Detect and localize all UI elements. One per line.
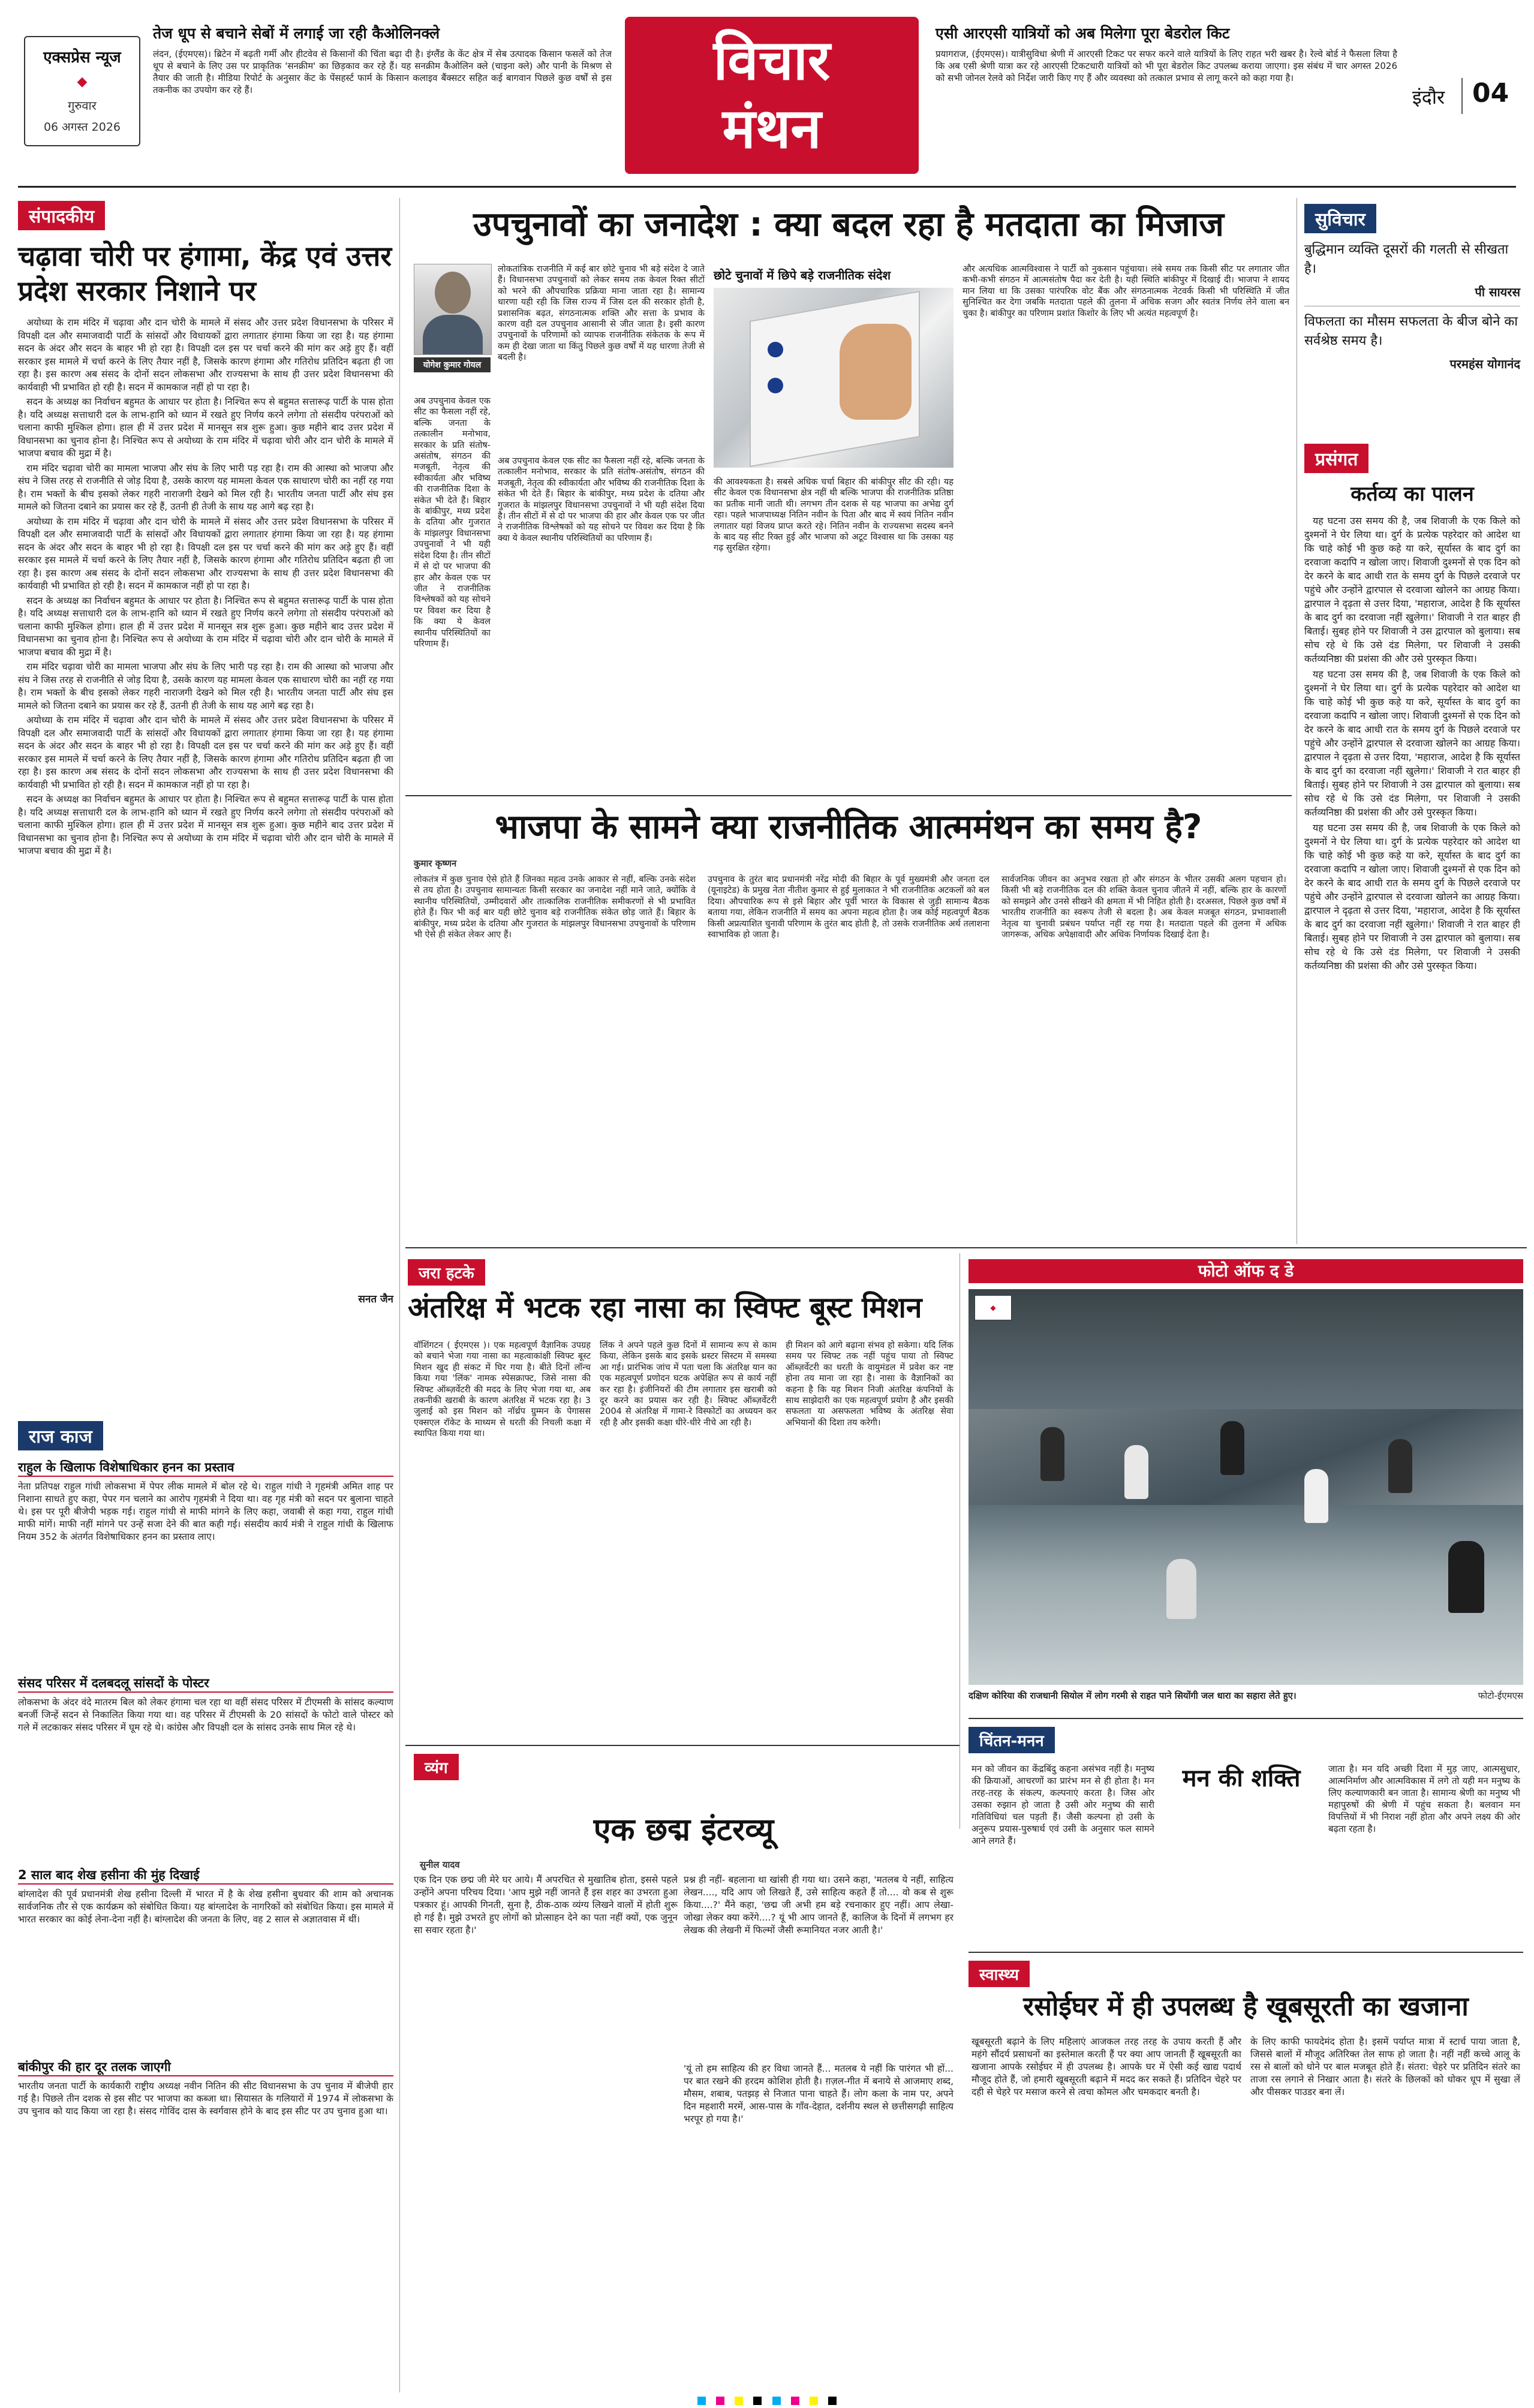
header-divider	[1461, 78, 1463, 114]
left-brief-headline: तेज धूप से बचाने सेबों में लगाई जा रही कैओलिनक्ले	[153, 25, 440, 42]
left-brief	[153, 23, 612, 167]
photo-of-day-tag: फोटो ऑफ द डे	[1198, 1261, 1294, 1281]
rajkaj-item-headline: बांकीपुर की हार दूर तलक जाएगी	[18, 2058, 393, 2076]
main-story-col4: और अत्यधिक आत्मविश्वास ने पार्टी को नुकसान पहुंचाया। लंबे समय तक किसी सीट पर लगातार जीत कभी-कभी संगठन में आत्मसंतोष पैदा कर देती है। यही स्थिति बांकीपुर में दिखाई दी। भाजपा ने शायद मान लिया था कि उसका पारंपरिक वोट बैंक और संगठनात्मक नेटवर्क किसी भी परिस्थिति में जीत सुनिश्चित कर देगा जबकि मतदाता पहले की तुलना में अधिक सजग और स्वतंत्र निर्णय लेने वाला बन चुका है। बांकीपुर का परिणाम प्रशांत किशोर के लिए भी अत्यंत महत्वपूर्ण है।	[962, 264, 1289, 318]
prasang-section	[1304, 444, 1520, 1251]
section-rule	[968, 1952, 1523, 1953]
black-swatch	[753, 2397, 762, 2405]
masthead-rule	[18, 186, 1516, 188]
section-rule	[405, 1745, 959, 1746]
zara-hatke-tag: जरा हटके	[408, 1259, 485, 1286]
left-brief-body: लंदन, (ईएमएस)। ब्रिटेन में बढ़ती गर्मी और हीटवेव से किसानों की चिंता बढ़ा दी है। इंग्लैंड के केंट क्षेत्र में सेब उत्पादक किसान फसलें को तेज धूप से बचाने के लिए उस पर प्राकृतिक 'सनक्रीम' का छिड़काव कर रहे हैं। यह सनक्रीम कैओलिन क्ले (चाइना क्ले) और पानी के मिश्रण से तैयार की जाती है। मीडिया रिपोर्ट के अनुसार केंट के पेंसहर्स्ट फार्म के किसान कलाइव बैंक्सटर सहित कई बागवान पिछले कुछ वर्षों से इस तकनीक का उपयोग कर रहे हैं।	[153, 49, 612, 95]
chintan-tag: चिंतन-मनन	[968, 1727, 1055, 1753]
hand-shape	[840, 324, 912, 420]
person-figure	[1040, 1427, 1064, 1481]
prasang-headline: कर्तव्य का पालन	[1350, 482, 1474, 506]
main-story-headline: उपचुनावों का जनादेश : क्या बदल रहा है मतदाता का मिजाज	[473, 205, 1224, 244]
suvichar-section	[1304, 204, 1520, 372]
editorial-paragraph: राम मंदिर चढ़ावा चोरी का मामला भाजपा और संघ के लिए भारी पड़ रहा है। राम की आस्था को भाजपा और संघ ने जिस तरह से राजनीति से जोड़ दिया है, उसके कारण यह मामला केवल एक साधारण चोरी का नहीं रह गया है। राम भक्तों के बीच इसको लेकर गहरी नाराजगी देखने को मिल रही है। भारतीय जनता पार्टी और संघ इस मामले को जितना दबाने का प्रयास कर रहे हैं, उतनी ही तेजी के साथ यह आगे बढ़ रहा है।	[18, 661, 393, 711]
rajkaj-item-headline: 2 साल बाद शेख हसीना की मुंह दिखाई	[18, 1867, 393, 1885]
editorial-body	[18, 317, 393, 1288]
zara-hatke-col3: ही मिशन को आगे बढ़ाना संभव हो सकेगा। यदि लिंक समय पर स्विफ्ट तक नहीं पहुंच पाया तो स्विफ्ट ऑब्ज़र्वेटरी का धरती के वायुमंडल में प्रवेश कर नष्ट होना तय माना जा रहा है। नासा के वैज्ञानिकों का कहना है कि यह मिशन निजी अंतरिक्ष कंपनियों के साथ साझेदारी का एक महत्वपूर्ण प्रयोग है और इसकी सफलता या असफलता भविष्य के अंतरिक्ष सेवा अभियानों की दिशा तय करेगी।	[786, 1341, 954, 1428]
editorial-tag: संपादकीय	[18, 201, 105, 230]
prasang-tag: प्रसंगत	[1304, 444, 1368, 473]
prasang-paragraph: यह घटना उस समय की है, जब शिवाजी के एक किले को दुश्मनों ने घेर लिया था। दुर्ग के प्रत्येक पहरेदार को आदेश था कि चाहे कोई भी कुछ कहे या करे, सूर्यास्त के बाद दुर्ग का दरवाजा कदापि न खोला जाए। शिवाजी दुश्मनों से एक दिन को देर करने के बाद आधी रात के समय दुर्ग के पिछले दरवाजे पर पहुंचे और उन्होंने द्वारपाल से दरवाजा खोलने का आग्रह किया। द्वारपाल ने दृढ़ता से उत्तर दिया, 'महाराज, आदेश है कि सूर्यास्त के बाद दुर्ग का दरवाजा नहीं खुलेगा।' शिवाजी ने रात बाहर ही बिताई। सुबह होने पर शिवाजी ने उस द्वारपाल को बुलाया। सब सोच रहे थे कि उसे दंड मिलेगा, पर शिवाजी ने उसकी कर्तव्यनिष्ठा की प्रशंसा की और उसे पुरस्कृत किया।	[1304, 669, 1520, 818]
brand-name: एक्सप्रेस न्यूज	[43, 49, 121, 67]
editorial-paragraph: अयोध्या के राम मंदिर में चढ़ावा और दान चोरी के मामले में संसद और उत्तर प्रदेश विधानसभा के परिसर में विपक्षी दल और समाजवादी पार्टी के सांसदों और विधायकों द्वारा लगातार हंगामा किया जा रहा है। यह हंगामा सदन के अंदर और सदन के बाहर भी हो रहा है। विपक्षी दल इस पर चर्चा करने की मांग कर अड़े हुए हैं। वहीं सरकार इस मामले में चर्चा करने के लिए तैयार नहीं है, जिसके कारण हंगामा और गतिरोध प्रतिदिन बढ़ता ही जा रहा है। इस कारण अब संसद के दोनों सदन लोकसभा और राज्यसभा के साथ ही उत्तर प्रदेश विधानसभा की कार्यवाही भी प्रभावित हो रही है। सदन में कामकाज नहीं हो पा रहा है।	[18, 317, 393, 393]
photo-of-day-caption-row	[968, 1690, 1523, 1702]
section-rule	[968, 1718, 1523, 1719]
photo-of-day-credit: फोटो-ईएमएस	[1478, 1690, 1523, 1701]
photo-of-day-image	[968, 1289, 1523, 1685]
yellow-swatch	[735, 2397, 743, 2405]
yellow-swatch	[810, 2397, 818, 2405]
prasang-body	[1304, 514, 1520, 1251]
chintan-col1: मन को जीवन का केंद्रबिंदु कहना असंभव नहीं है। मनुष्य की क्रियाओं, आचरणों का प्रारंभ मन से ही होता है। मन तरह-तरह के संकल्प, कल्पनाएं करता है। जिस ओर उसका रुझान हो जाता है उसी ओर मनुष्य की सारी गतिविधियां चल पड़ती हैं। जैसी कल्पना हो उसी के अनुरूप प्रयास-पुरुषार्थ एवं उसी के अनुसार फल सामने आने लगते हैं।	[971, 1763, 1154, 1846]
photo-of-day-caption: दक्षिण कोरिया की राजधानी सियोल में लोग गरमी से राहत पाने सियोंगी जल धारा का सहारा लेते हुए।	[968, 1690, 1297, 1701]
main-story	[408, 204, 1289, 246]
main-story-col0: अब उपचुनाव केवल एक सीट का फैसला नहीं रहे, बल्कि जनता के तत्कालीन मनोभाव, सरकार के प्रति संतोष-असंतोष, संगठन की मजबूती, नेतृत्व की स्वीकार्यता और भविष्य की राजनीतिक दिशा के संकेत भी देते हैं। बिहार के बांकीपुर, मध्य प्रदेश के दतिया और गुजरात के मांझलपुर विधानसभा उपचुनावों ने भी यही संदेश दिया है। तीन सीटों में से दो पर भाजपा की हार और केवल एक पर जीत ने राजनीतिक विश्लेषकों को यह सोचने पर विवश कर दिया है कि क्या ये केवल स्थानीय परिस्थितियों का परिणाम हैं।	[414, 396, 491, 649]
editorial-paragraph: सदन के अध्यक्ष का निर्वाचन बहुमत के आधार पर होता है। निश्चित रूप से बहुमत सत्तारूढ़ पार्टी के पास होता है। यदि अध्यक्ष सत्ताधारी दल के लाभ-हानि को ध्यान में रखते हुए निर्णय करने लगेगा तो संसदीय परंपराओं को चलाना काफी मुश्किल होगा। हाल ही में उत्तर प्रदेश में मानसून सत्र शुरू हुआ। कुछ महीने बाद उत्तर प्रदेश में विधानसभा का चुनाव होना है। निश्चित रूप से अयोध्या के राम मंदिर में चढ़ावा चोरी और दान चोरी के मामले में भाजपा बचाव की मुद्रा में है।	[18, 794, 393, 856]
suvichar-quote: विफलता का मौसम सफलता के बीज बोने का सर्वश्रेष्ठ समय है।	[1304, 314, 1518, 348]
main-story-col3: की आवश्यकता है। सबसे अधिक चर्चा बिहार की बांकीपुर सीट की रही। यह सीट केवल एक विधानसभा क्षेत्र नहीं थी बल्कि भाजपा की राजनीतिक प्रतिष्ठा का प्रतीक मानी जाती थी। लगभग तीन दशक से यह भाजपा का अभेद्य दुर्ग रहा। पहले भाजपाध्यक्ष नितिन नवीन के पिता और बाद में स्वयं नितिन नवीन लगातार यहां विजय प्राप्त करते रहे। नितिन नवीन के राज्यसभा सदस्य बनने के बाद यह सीट रिक्त हुई और भाजपा को अटूट विश्वास था कि उसका यह गढ़ सुरक्षित रहेगा।	[714, 477, 954, 553]
photo-of-day-banner	[968, 1259, 1523, 1283]
swasthya-section	[968, 1989, 1523, 2024]
editorial-section	[18, 201, 393, 1305]
person-figure	[1220, 1421, 1244, 1475]
magenta-swatch	[791, 2397, 799, 2405]
vyang-col1: एक दिन एक छद्म जी मेरे घर आये। मैं अपरचित से मुखातिब होता, इससे पहले उन्होंने अपना परिचय दिया। 'आप मुझे नहीं जानते हैं इस शहर का उभरता हुआ पत्रकार हूं। आपकी गिनती, सुना है, ठीक-ठाक व्यंग्य लिखने वालों में होती शुरू हो गई है। मुझे उभरते हुए लोगों को प्रोत्साहन देने का पता नहीं क्यों, एक जुनून सा सवार रहता है।'	[414, 1874, 678, 1936]
photo-caption: छोटे चुनावों में छिपे बड़े राजनीतिक संदेश	[714, 268, 891, 282]
issue-date: 06 अगस्त 2026	[43, 121, 121, 134]
page-number: 04	[1472, 78, 1509, 109]
color-registration-strip	[0, 2396, 1534, 2406]
main-story-col2: अब उपचुनाव केवल एक सीट का फैसला नहीं रहे, बल्कि जनता के तत्कालीन मनोभाव, सरकार के प्रति संतोष-असंतोष, संगठन की मजबूती, नेतृत्व की स्वीकार्यता और भविष्य की राजनीतिक दिशा के संकेत भी देते हैं। बिहार के बांकीपुर, मध्य प्रदेश के दतिया और गुजरात के मांझलपुर विधानसभा उपचुनावों ने भी यही संदेश दिया है। तीन सीटों में से दो पर भाजपा की हार और केवल एक पर जीत ने राजनीतिक विश्लेषकों को यह सोचने पर विवश कर दिया है कि क्या ये केवल स्थानीय परिस्थितियों का परिणाम हैं।	[498, 456, 705, 543]
bjp-story-headline: भाजपा के सामने क्या राजनीतिक आत्ममंथन का समय है?	[495, 808, 1202, 847]
city-name: इंदौर	[1412, 86, 1445, 109]
suvichar-tag: सुविचार	[1304, 204, 1376, 233]
zara-hatke-section	[408, 1289, 948, 1326]
person-figure	[1166, 1559, 1196, 1619]
swasthya-tag: स्वास्थ्य	[968, 1961, 1030, 1987]
rajkaj-item-headline: संसद परिसर में दलबदलू सांसदों के पोस्टर	[18, 1675, 393, 1693]
suvichar-author: परमहंस योगानंद	[1449, 357, 1520, 371]
black-swatch	[828, 2397, 837, 2405]
zara-hatke-col1: वॉशिंगटन ( ईएमएस )। एक महत्वपूर्ण वैज्ञानिक उपग्रह को बचाने भेजा गया नासा का महत्वाकांक्षी स्विफ्ट बूस्ट मिशन खुद ही संकट में घिर गया है। बीते दिनों लॉन्च किया गया 'लिंक' नामक स्पेसक्राफ्ट, जिसे नासा की स्विफ्ट ऑब्ज़र्वेटरी की मदद के लिए भेजा गया था, अब तकनीकी खराबी के कारण अंतरिक्ष में भटक रहा है। 3 जुलाई को इस मिशन को नॉर्थ्रप ग्रुम्मन के पेगासस एक्सएल रॉकेट के माध्यम से धरती की निचली कक्षा में स्थापित किया गया था।	[414, 1341, 591, 1439]
column-rule	[959, 1253, 960, 1829]
evm-button-icon	[768, 342, 783, 357]
vyang-col2: प्रश्न ही नहीं- बहलाना था खांसी ही गया था। उसने कहा, 'मतलब ये नहीं, साहित्य लेखन...., यदि आप जो लिखते हैं, उसे साहित्य कहते हैं तो.... वो कब से शुरू किया....?' मैंने कहा, 'छद्म जी अभी हम बड़े रचनाकार हुए नहीं। आप लेखा-जोखा लेकर क्या करेंगे....? यूं भी आप जानते हैं, कालिज के दिनों में लगभग हर लेखक की लेखनी में फिल्मों जैसी रूमानियत नजर आती है।'	[684, 1874, 954, 1936]
bjp-story-col3: सार्वजनिक जीवन का अनुभव रखता हो और संगठन के भीतर उसकी अलग पहचान हो। किसी भी बड़े राजनीतिक दल की शक्ति केवल चुनाव जीतने में नहीं, बल्कि हार के कारणों को समझने और उनसे सीखने की क्षमता में भी निहित होती है। दरअसल, पिछले कुछ वर्षों में भारतीय राजनीति का स्वरूप तेजी से बदला है। अब केवल मजबूत संगठन, प्रभावशाली नेतृत्व या चुनावी प्रबंधन पर्याप्त नहीं रह गया है। मतदाता पहले की तुलना में अधिक जागरूक, अधिक अपेक्षावादी और अधिक निर्णायक दिखाई देता है।	[1001, 875, 1286, 940]
right-brief	[936, 23, 1397, 167]
rajkaj-item-body: लोकसभा के अंदर वंदे मातरम बिल को लेकर हंगामा चल रहा था वहीं संसद परिसर में टीएमसी के सांसद कल्याण बनर्जी जिन्हें सदन से निकालित किया गया था। वह परिसर में टीएमसी के 20 सांसदों के फोटो वाले पोस्टर को गले में लटकाकर संसद परिसर में घूम रहे थे। कांग्रेस और विपक्षी दल के सांसद उनके साथ मिल रहे थे।	[18, 1697, 393, 1733]
right-brief-body: प्रयागराज, (ईएमएस)। यात्रीसुविधा श्रेणी में आरएसी टिकट पर सफर करने वाले यात्रियों के लिए राहत भरी खबर है। रेल्वे बोर्ड ने फैसला लिया है कि अब एसी श्रेणी यात्रा कर रहे आरएसी टिकटधारी यात्रियों को भी पूरा बेडरोल किट उपलब्ध कराया जाएगा। इस संबंध में चार अगस्त 2026 को सभी जोनल रेलवे को निर्देश जारी किए गए हैं और व्यवस्था को तत्काल प्रभाव से लागू करने को कहा गया है।	[936, 49, 1397, 83]
section-rule	[405, 795, 1292, 796]
rajkaj-tag: राज काज	[18, 1421, 103, 1450]
vyang-tag: व्यंग	[414, 1754, 459, 1780]
vyang-headline: एक छद्म इंटरव्यू	[593, 1812, 774, 1848]
swasthya-col2: के लिए काफी फायदेमंद होता है। इसमें पर्याप्त मात्रा में स्टार्च पाया जाता है, जिससे बालों में मौजूद अतिरिक्त तेल साफ हो जाता है। नहीं नहीं कच्चे आलू के रस से बालों को धोने पर बाल मजबूत होते हैं। संतरा: चेहरे पर प्रतिदिन संतरे का ताजा रस लगाने से निखार आता है। संतरे के छिलकों को धोकर धूप में सुखा लें और पीसकर पाउडर बना लें।	[1250, 2036, 1520, 2097]
vichar-manthan-logo	[625, 17, 919, 174]
rajkaj-item-body: नेता प्रतिपक्ष राहुल गांधी लोकसभा में पेपर लीक मामले में बोल रहे थे। राहुल गांधी ने गृहमंत्री अमित शाह पर निशाना साधते हुए कहा, पेपर गन चलाने का आरोप गृहमंत्री ने दिया था। वह गृह मंत्री को सदन पर बुलाना चाहते थे। इस पर पूरी बीजेपी भड़क गई। राहुल गांधी से माफी मांगने के लिए कहा, जवाबी से कहा गया, राहुल गांधी माफी मांगें। माफी नहीं मांगने पर उन्हें सजा देने की बात कही गई। संसदीय कार्य मंत्री ने राहुल गांधी के खिलाफ नियम 352 के अंतर्गत विशेषाधिकार हनन का प्रस्ताव लाए।	[18, 1481, 393, 1542]
editorial-paragraph: अयोध्या के राम मंदिर में चढ़ावा और दान चोरी के मामले में संसद और उत्तर प्रदेश विधानसभा के परिसर में विपक्षी दल और समाजवादी पार्टी के सांसदों और विधायकों द्वारा लगातार हंगामा किया जा रहा है। यह हंगामा सदन के अंदर और सदन के बाहर भी हो रहा है। विपक्षी दल इस पर चर्चा करने की मांग कर अड़े हुए हैं। वहीं सरकार इस मामले में चर्चा करने के लिए तैयार नहीं है, जिसके कारण हंगामा और गतिरोध प्रतिदिन बढ़ता ही जा रहा है। इस कारण अब संसद के दोनों सदन लोकसभा और राज्यसभा के साथ ही उत्तर प्रदेश विधानसभा की कार्यवाही भी प्रभावित हो रही है। सदन में कामकाज नहीं हो पा रहा है।	[18, 516, 393, 591]
water-stream-shape	[968, 1505, 1523, 1685]
brand-box	[24, 36, 140, 146]
suvichar-author: पी सायरस	[1475, 285, 1520, 299]
author-body-shape	[423, 315, 483, 354]
zara-hatke-col2: लिंक ने अपने पहले कुछ दिनों में सामान्य रूप से काम किया, लेकिन इसके बाद इसके थ्रस्टर सिस्टम में समस्या आ गई। प्रारंभिक जांच में पता चला कि अंतरिक्ष यान का एक महत्वपूर्ण प्रणोदन घटक अपेक्षित रूप से कार्य नहीं कर रहा है। इंजीनियरों की टीम लगातार इस खराबी को दूर करने का प्रयास कर रही है। स्विफ्ट ऑब्ज़र्वेटरी 2004 से अंतरिक्ष में गामा-रे विस्फोटों का अध्ययन कर रही है और इसकी कक्षा धीरे-धीरे नीचे आ रही है।	[600, 1341, 777, 1428]
crowd-background-shape	[968, 1289, 1523, 1409]
magenta-swatch	[716, 2397, 724, 2405]
logo-line2: मंथन	[722, 97, 822, 161]
editorial-paragraph: अयोध्या के राम मंदिर में चढ़ावा और दान चोरी के मामले में संसद और उत्तर प्रदेश विधानसभा के परिसर में विपक्षी दल और समाजवादी पार्टी के सांसदों और विधायकों द्वारा लगातार हंगामा किया जा रहा है। यह हंगामा सदन के अंदर और सदन के बाहर भी हो रहा है। विपक्षी दल इस पर चर्चा करने की मांग कर अड़े हुए हैं। वहीं सरकार इस मामले में चर्चा करने के लिए तैयार नहीं है, जिसके कारण हंगामा और गतिरोध प्रतिदिन बढ़ता ही जा रहा है। इस कारण अब संसद के दोनों सदन लोकसभा और राज्यसभा के साथ ही उत्तर प्रदेश विधानसभा की कार्यवाही भी प्रभावित हो रही है। सदन में कामकाज नहीं हो पा रहा है।	[18, 715, 393, 790]
person-figure	[1304, 1469, 1328, 1523]
editorial-paragraph: सदन के अध्यक्ष का निर्वाचन बहुमत के आधार पर होता है। निश्चित रूप से बहुमत सत्तारूढ़ पार्टी के पास होता है। यदि अध्यक्ष सत्ताधारी दल के लाभ-हानि को ध्यान में रखते हुए निर्णय करने लगेगा तो संसदीय परंपराओं को चलाना काफी मुश्किल होगा। हाल ही में उत्तर प्रदेश में मानसून सत्र शुरू हुआ। कुछ महीने बाद उत्तर प्रदेश में विधानसभा का चुनाव होना है। निश्चित रूप से अयोध्या के राम मंदिर में चढ़ावा चोरी और दान चोरी के मामले में भाजपा बचाव की मुद्रा में है।	[18, 396, 393, 459]
vyang-col3: 'यूं तो हम साहित्य की हर विधा जानते हैं... मतलब ये नहीं कि पारंगत भी हों... पर बात रखने की हरदम कोशिश होती है। ग़ज़ल-गीत में बनाये से आजमाए शब्द, मौसम, शबाब, पतझड़ से निजात पाना चाहते हैं। लोग कला के नाम पर, अपने दिन महशारी मरमें, आस-पास के गाँव-देहात, दर्शनीय स्थल से छत्तीसगढ़ी साहित्य भरपूर हो गया है।'	[684, 2063, 954, 2124]
cyan-swatch	[772, 2397, 781, 2405]
editorial-paragraph: राम मंदिर चढ़ावा चोरी का मामला भाजपा और संघ के लिए भारी पड़ रहा है। राम की आस्था को भाजपा और संघ ने जिस तरह से राजनीति से जोड़ दिया है, उसके कारण यह मामला केवल एक साधारण चोरी का नहीं रह गया है। राम भक्तों के बीच इसको लेकर गहरी नाराजगी देखने को मिल रही है। भारतीय जनता पार्टी और संघ इस मामले को जितना दबाने का प्रयास कर रहे हैं, उतनी ही तेजी के साथ यह आगे बढ़ रहा है।	[18, 462, 393, 512]
main-story-col1: लोकतांत्रिक राजनीति में कई बार छोटे चुनाव भी बड़े संदेश दे जाते हैं। विधानसभा उपचुनावों को लेकर समय तक केवल रिक्त सीटों को भरने की औपचारिक प्रक्रिया माना जाता रहा है। सामान्य धारणा यही रही कि जिस राज्य में जिस दल की सरकार होती है, प्रशासनिक बढ़त, संगठनात्मक शक्ति और सत्ता के प्रभाव के कारण वही दल उपचुनाव आसानी से जीत जाता है। इसी कारण उपचुनावों के परिणामों को व्यापक राजनीतिक संकेतक के रूप में कम ही देखा जाता था किंतु पिछले कुछ वर्षों में यह धारणा तेजी से बदली है।	[498, 264, 705, 363]
right-brief-headline: एसी आरएसी यात्रियों को अब मिलेगा पूरा बेडरोल किट	[936, 25, 1230, 42]
chintan-section	[1163, 1763, 1319, 1794]
bjp-story-col1: लोकतंत्र में कुछ चुनाव ऐसे होते हैं जिनका महत्व उनके आकार से नहीं, बल्कि उनके संदेश से तय होता है। उपचुनाव सामान्यतः किसी सरकार का जनादेश नहीं माने जाते, क्योंकि वे स्थानीय परिस्थितियों, उम्मीदवारों और तात्कालिक राजनीतिक समीकरणों से भी प्रभावित होते हैं। फिर भी कई बार यही छोटे चुनाव बड़े राजनीतिक संकेत छोड़ जाते हैं। बिहार के बांकीपुर, मध्य प्रदेश के दतिया और गुजरात के मांझलपुर विधानसभा उपचुनावों के परिणाम भी ऐसे ही संकेत लेकर आए हैं।	[414, 875, 696, 940]
bjp-story-author: कुमार कृष्णन	[414, 858, 457, 869]
vyang-section	[414, 1811, 954, 1849]
prasang-paragraph: यह घटना उस समय की है, जब शिवाजी के एक किले को दुश्मनों ने घेर लिया था। दुर्ग के प्रत्येक पहरेदार को आदेश था कि चाहे कोई भी कुछ कहे या करे, सूर्यास्त के बाद दुर्ग का दरवाजा कदापि न खोला जाए। शिवाजी दुश्मनों से एक दिन को देर करने के बाद आधी रात के समय दुर्ग के पिछले दरवाजे पर पहुंचे और उन्होंने द्वारपाल से दरवाजा खोलने का आग्रह किया। द्वारपाल ने दृढ़ता से उत्तर दिया, 'महाराज, आदेश है कि सूर्यास्त के बाद दुर्ग का दरवाजा नहीं खुलेगा।' शिवाजी ने रात बाहर ही बिताई। सुबह होने पर शिवाजी ने उस द्वारपाल को बुलाया। सब सोच रहे थे कि उसे दंड मिलेगा, पर शिवाजी ने उसकी कर्तव्यनिष्ठा की प्रशंसा की और उसे पुरस्कृत किया।	[1304, 822, 1520, 971]
logo-line1: विचार	[713, 28, 831, 92]
editorial-headline: चढ़ावा चोरी पर हंगामा, केंद्र एवं उत्तर प्रदेश सरकार निशाने पर	[18, 240, 392, 307]
diamond-icon: ◆	[77, 74, 88, 89]
issue-day: गुरुवार	[68, 98, 97, 113]
masthead	[0, 0, 1534, 186]
person-figure	[1388, 1439, 1412, 1493]
rajkaj-item-body: बांग्लादेश की पूर्व प्रधानमंत्री शेख हसीना दिल्ली में भारत में है के शेख हसीना बुधवार की शाम को अचानक सार्वजनिक तौर से एक कार्यक्रम को संबोधित किया। यह बांग्लादेश के नागरिकों को संबोधित किया। इस मामले में भारत सरकार का कोई लेना-देना नहीं है। बांग्लादेश की जनता के लिए, वह 2 साल से अज्ञातवास में थीं।	[18, 1889, 393, 1925]
person-figure	[1124, 1445, 1148, 1499]
evm-photo	[714, 288, 954, 468]
ems-logo: ◆	[974, 1295, 1012, 1320]
rajkaj-section	[18, 1421, 393, 2386]
person-figure	[1448, 1541, 1484, 1613]
suvichar-quote: बुद्धिमान व्यक्ति दूसरों की गलती से सीखता है।	[1304, 242, 1509, 276]
bjp-story-col2: उपचुनाव के तुरंत बाद प्रधानमंत्री नरेंद्र मोदी की बिहार के पूर्व मुख्यमंत्री और जनता दल (यूनाइटेड) के प्रमुख नेता नीतीश कुमार से हुई मुलाकात ने भी राजनीतिक अटकलों को बल दिया। औपचारिक रूप से इसे बिहार और पूर्वी भारत के विकास से जुड़ी सामान्य बैठक बताया गया, लेकिन राजनीति में समय का अपना महत्व होता है। जब कोई महत्वपूर्ण बैठक किसी अप्रत्याशित चुनावी परिणाम के तुरंत बाद होती है, तो उसके राजनीतिक अर्थ तलाशना स्वाभाविक हो जाता है।	[708, 875, 989, 940]
prasang-paragraph: यह घटना उस समय की है, जब शिवाजी के एक किले को दुश्मनों ने घेर लिया था। दुर्ग के प्रत्येक पहरेदार को आदेश था कि चाहे कोई भी कुछ कहे या करे, सूर्यास्त के बाद दुर्ग का दरवाजा कदापि न खोला जाए। शिवाजी दुश्मनों से एक दिन को देर करने के बाद आधी रात के समय दुर्ग के पिछले दरवाजे पर पहुंचे और उन्होंने द्वारपाल से दरवाजा खोलने का आग्रह किया। द्वारपाल ने दृढ़ता से उत्तर दिया, 'महाराज, आदेश है कि सूर्यास्त के बाद दुर्ग का दरवाजा नहीं खुलेगा।' शिवाजी ने रात बाहर ही बिताई। सुबह होने पर शिवाजी ने उस द्वारपाल को बुलाया। सब सोच रहे थे कि उसे दंड मिलेगा, पर शिवाजी ने उसकी कर्तव्यनिष्ठा की प्रशंसा की और उसे पुरस्कृत किया।	[1304, 515, 1520, 664]
zara-hatke-headline: अंतरिक्ष में भटक रहा नासा का स्विफ्ट बूस्ट मिशन	[408, 1291, 922, 1325]
column-rule	[399, 198, 400, 2392]
rajkaj-item-body: भारतीय जनता पार्टी के कार्यकारी राष्ट्रीय अध्यक्ष नवीन नितिन की सीट विधानसभा के उप चुनाव में बीजेपी हार गई है। पिछले तीन दशक से इस सीट पर भाजपा का कब्जा था। सियासत के गलियारों में 1974 में लोकसभा के उप चुनाव को याद किया जा रहा है। संसद गोविंद दास के स्वर्गवास होने के बाद इस सीट पर उप चुनाव हुआ था।	[18, 2081, 393, 2117]
editorial-byline: सनत जैन	[358, 1293, 393, 1305]
editorial-paragraph: सदन के अध्यक्ष का निर्वाचन बहुमत के आधार पर होता है। निश्चित रूप से बहुमत सत्तारूढ़ पार्टी के पास होता है। यदि अध्यक्ष सत्ताधारी दल के लाभ-हानि को ध्यान में रखते हुए निर्णय करने लगेगा तो संसदीय परंपराओं को चलाना काफी मुश्किल होगा। हाल ही में उत्तर प्रदेश में मानसून सत्र शुरू हुआ। कुछ महीने बाद उत्तर प्रदेश में विधानसभा का चुनाव होना है। निश्चित रूप से अयोध्या के राम मंदिर में चढ़ावा चोरी और दान चोरी के मामले में भाजपा बचाव की मुद्रा में है।	[18, 595, 393, 658]
chintan-headline: मन की शक्ति	[1182, 1765, 1301, 1792]
swasthya-headline: रसोईघर में ही उपलब्ध है खूबसूरती का खजाना	[1023, 1991, 1469, 2022]
swasthya-col1: खूबसूरती बढ़ाने के लिए महिलाएं आजकल तरह तरह के उपाय करती हैं और महंगे सौंदर्य प्रसाधनों का इस्तेमाल करती हैं पर क्या आप जानती हैं खूबसूरती का खजाना आपके रसोईघर में ही उपलब्ध है। आपके घर में ऐसी कई खाद्य पदार्थ मौजूद होते हैं, जो हमारी खूबसूरती बढ़ाने में मदद कर सकते हैं। प्रतिदिन चेहरे पर दही से चेहरे पर मसाज करने से त्वचा कोमल और चमकदार बनती है।	[971, 2036, 1241, 2097]
author-head-shape	[435, 272, 471, 314]
author-name: योगेश कुमार गोयल	[414, 357, 491, 372]
rajkaj-item-headline: राहुल के खिलाफ विशेषाधिकार हनन का प्रस्ताव	[18, 1459, 393, 1477]
bjp-story	[408, 806, 1289, 848]
chintan-col2: जाता है। मन यदि अच्छी दिशा में मुड़ जाए, आत्मसुधार, आत्मनिर्माण और आत्मविकास में लगे तो यही मन मनुष्य के लिए कल्याणकारी बन जाता है। सामान्य श्रेणी का मनुष्य भी महापुरुषों की श्रेणी में पहुंच सकता है। बलवान मन विपत्तियों में भी निराश नहीं होता और अपने लक्ष्य की ओर बढ़ता रहता है।	[1328, 1763, 1520, 1834]
author-photo	[414, 264, 492, 355]
evm-button-icon	[768, 378, 783, 393]
cyan-swatch	[697, 2397, 706, 2405]
vyang-author: सुनील यादव	[420, 1859, 460, 1870]
